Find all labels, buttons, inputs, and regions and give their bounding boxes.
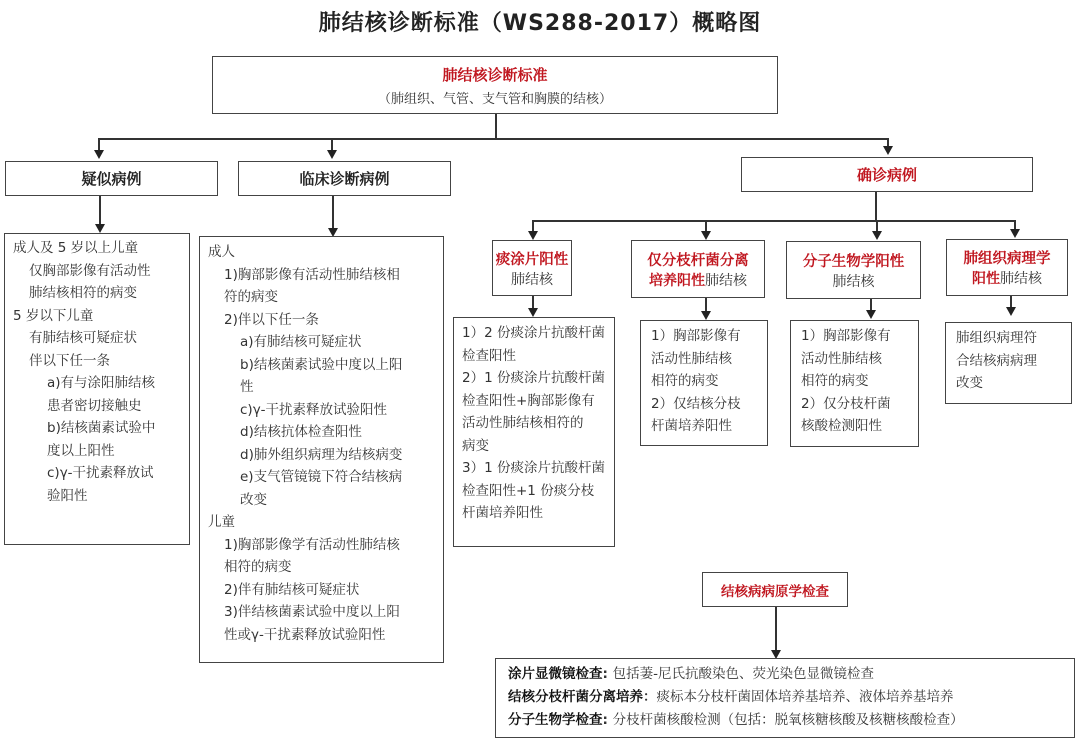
criteria-line: 肺结核相符的病变	[29, 285, 137, 301]
criteria-line: 度以上阳性	[47, 442, 115, 459]
method-description: 分枝杆菌核酸检测（包括：脱氧核糖核酸及核糖核酸检查）	[612, 712, 964, 728]
criteria-line: d)结核抗体检查阳性	[240, 424, 362, 440]
criteria-line: 2）仅分枝杆菌	[801, 395, 891, 412]
subtype-black-label: 肺结核	[705, 272, 747, 289]
arrow-down-icon	[1006, 307, 1016, 316]
arrow-down-icon	[95, 224, 105, 233]
connector	[705, 298, 707, 312]
connector	[331, 138, 333, 150]
criteria-line: 活动性肺结核	[651, 350, 732, 367]
molecular-criteria-box	[790, 320, 919, 447]
subtype-red-label: 阳性	[972, 271, 1000, 287]
criteria-line: 有肺结核可疑症状	[29, 330, 137, 346]
subtype-molecular-positive	[786, 241, 921, 299]
criteria-line: c)γ-干扰素释放试验阳性	[240, 401, 388, 418]
criteria-line: 合结核病病理	[956, 352, 1037, 369]
criteria-line: 性	[240, 379, 254, 395]
criteria-line: 活动性肺结核相符的	[462, 415, 584, 431]
diagram-title: 肺结核诊断标准（WS288-2017）概略图	[318, 11, 762, 36]
method-separator: :	[602, 712, 613, 728]
criteria-line: 2)伴以下任一条	[224, 311, 319, 328]
connector	[98, 138, 100, 150]
criteria-line: 性或γ-干扰素释放试验阳性	[224, 626, 386, 643]
criteria-line: 2）仅结核分枝	[651, 395, 741, 412]
subtype-black-label: 肺结核	[832, 273, 875, 290]
arrow-down-icon	[866, 310, 876, 319]
subtype-black-label: 肺结核	[1000, 271, 1042, 287]
subtype-red-label: 痰涂片阳性	[495, 251, 569, 268]
criteria-line: 1)胸部影像学有活动性肺结核	[224, 536, 400, 553]
arrow-down-icon	[327, 150, 337, 159]
arrow-down-icon	[872, 231, 882, 240]
subtype-red-label: 肺组织病理学	[963, 251, 1051, 267]
subtype-red-label: 仅分枝杆菌分离	[647, 252, 749, 269]
method-separator: ：	[643, 689, 657, 705]
criteria-line: a)有肺结核可疑症状	[240, 334, 362, 350]
criteria-line: a)有与涂阳肺结核	[47, 375, 156, 391]
arrow-down-icon	[701, 311, 711, 320]
subtype-black-label: 肺结核	[511, 271, 553, 288]
criteria-line: 1）胸部影像有	[651, 328, 741, 344]
criteria-line: 相符的病变	[801, 373, 869, 389]
criteria-line: 2）1 份痰涂片抗酸杆菌	[462, 370, 605, 386]
category-confirmed-label: 确诊病例	[856, 166, 917, 184]
criteria-line: 患者密切接触史	[47, 397, 142, 414]
category-suspected	[5, 161, 218, 196]
method-term: 分子生物学检查	[508, 712, 603, 728]
connector	[887, 138, 889, 146]
method-description: 痰标本分枝杆菌固体培养基培养、液体培养基培养	[656, 689, 954, 705]
category-clinical	[238, 161, 451, 196]
criteria-line: 3)伴结核菌素试验中度以上阳	[224, 604, 400, 620]
subtype-culture-positive	[631, 240, 765, 298]
root-heading: 肺结核诊断标准	[442, 65, 548, 84]
criteria-line: 杆菌培养阳性	[462, 505, 543, 521]
pathogen-exam-label: 结核病病原学检查	[721, 583, 829, 600]
criteria-line: 改变	[956, 375, 983, 391]
connector	[495, 114, 497, 140]
criteria-line: 检查阳性	[462, 347, 516, 364]
criteria-line: 伴以下任一条	[29, 352, 110, 369]
criteria-line: 成人	[208, 244, 235, 260]
connector	[775, 607, 777, 651]
criteria-line: 验阳性	[47, 487, 88, 504]
pathology-criteria-box	[945, 322, 1072, 404]
criteria-line: 活动性肺结核	[801, 350, 882, 367]
connector	[532, 220, 1015, 222]
criteria-line: 符的病变	[224, 289, 278, 305]
criteria-line: 核酸检测阳性	[801, 418, 882, 434]
subtype-smear-positive	[492, 240, 572, 296]
criteria-line: 病变	[462, 437, 489, 454]
subtype-red-label: 培养阳性	[649, 272, 705, 289]
criteria-line: e)支气管镜镜下符合结核病	[240, 469, 403, 485]
arrow-down-icon	[883, 146, 893, 155]
criteria-line: b)结核菌素试验中	[47, 420, 156, 436]
criteria-line: d)肺外组织病理为结核病变	[240, 446, 403, 463]
subtype-pathology-positive	[946, 239, 1068, 296]
pathogen-method-row	[508, 686, 1062, 709]
criteria-line: 肺组织病理符	[956, 330, 1037, 346]
smear-criteria-box	[453, 317, 615, 547]
clinical-criteria-box	[199, 236, 444, 663]
root-box	[212, 56, 778, 114]
arrow-down-icon	[528, 308, 538, 317]
arrow-down-icon	[701, 231, 711, 240]
connector	[332, 196, 334, 228]
criteria-line: 相符的病变	[651, 373, 719, 389]
pathogen-exam-box	[702, 572, 848, 607]
pathogen-methods-box	[495, 658, 1075, 738]
criteria-line: 儿童	[208, 514, 235, 530]
root-subheading: （肺组织、气管、支气管和胸膜的结核）	[377, 91, 612, 107]
method-term: 结核分枝杆菌分离培养	[508, 689, 643, 705]
category-suspected-label: 疑似病例	[81, 170, 142, 188]
criteria-line: 2)伴有肺结核可疑症状	[224, 581, 360, 598]
criteria-line: 1)胸部影像有活动性肺结核相	[224, 266, 400, 283]
criteria-line: 5 岁以下儿童	[13, 307, 94, 324]
arrow-down-icon	[94, 150, 104, 159]
criteria-line: 相符的病变	[224, 559, 292, 575]
criteria-line: b)结核菌素试验中度以上阳	[240, 356, 403, 373]
pathogen-method-row	[508, 663, 1062, 686]
connector	[875, 192, 877, 221]
method-term: 涂片显微镜检查	[508, 666, 603, 682]
criteria-line: 仅胸部影像有活动性	[29, 262, 151, 279]
criteria-line: 1）2 份痰涂片抗酸杆菌	[462, 325, 605, 341]
criteria-line: c)γ-干扰素释放试	[47, 465, 154, 481]
criteria-line: 检查阳性+胸部影像有	[462, 392, 595, 409]
method-description: 包括萋-尼氏抗酸染色、荧光染色显微镜检查	[612, 666, 874, 682]
pathogen-method-row	[508, 709, 1062, 732]
category-clinical-label: 临床诊断病例	[299, 170, 390, 188]
arrow-down-icon	[528, 231, 538, 240]
criteria-line: 杆菌培养阳性	[651, 418, 732, 434]
criteria-line: 3）1 份痰涂片抗酸杆菌	[462, 460, 605, 476]
culture-criteria-box	[640, 320, 768, 446]
category-confirmed	[741, 157, 1033, 192]
criteria-line: 成人及 5 岁以上儿童	[13, 240, 139, 256]
arrow-down-icon	[1010, 229, 1020, 238]
connector	[98, 138, 888, 140]
criteria-line: 检查阳性+1 份痰分枝	[462, 482, 595, 499]
criteria-line: 1）胸部影像有	[801, 328, 891, 344]
criteria-line: 改变	[240, 491, 267, 508]
method-separator: :	[602, 666, 613, 682]
subtype-red-label: 分子生物学阳性	[802, 253, 905, 270]
suspected-criteria-box	[4, 233, 190, 545]
connector	[99, 196, 101, 224]
